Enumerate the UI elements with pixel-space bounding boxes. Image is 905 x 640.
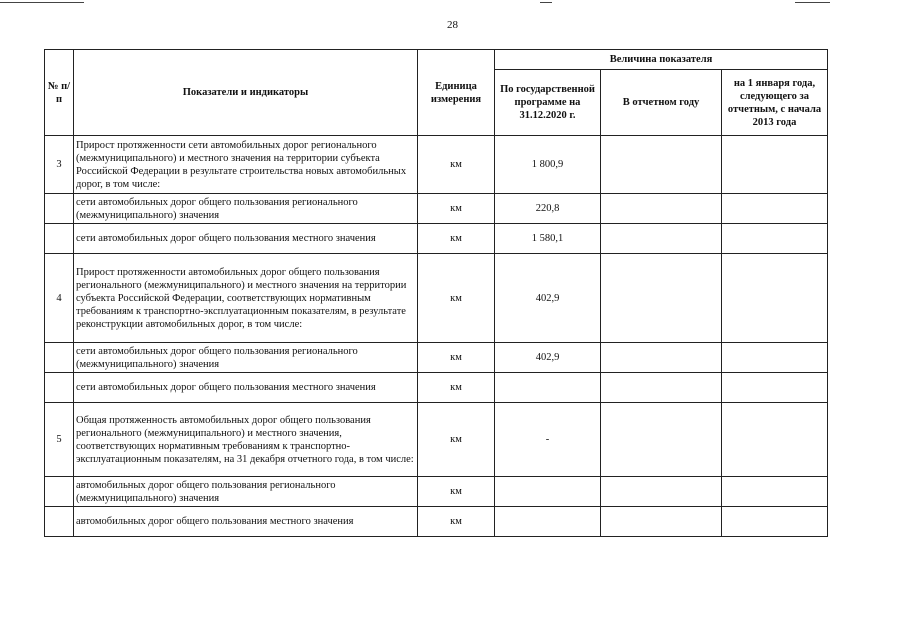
row-num <box>45 194 74 224</box>
row-cumulative-value <box>722 403 828 477</box>
table-row <box>45 136 828 194</box>
row-program-value: 1 800,9 <box>495 136 601 194</box>
row-num <box>45 343 74 373</box>
row-reporting-value <box>601 343 722 373</box>
row-indicator: сети автомобильных дорог общего пользования регионального (межмуниципального) значения <box>74 194 418 224</box>
row-num <box>45 373 74 403</box>
row-reporting-value <box>601 224 722 254</box>
row-indicator: сети автомобильных дорог общего пользования местного значения <box>74 224 418 254</box>
row-program-value <box>495 507 601 537</box>
indicators-table <box>44 49 828 537</box>
row-program-value: 402,9 <box>495 343 601 373</box>
row-num <box>45 507 74 537</box>
table-row <box>45 403 828 477</box>
table-row <box>45 373 828 403</box>
row-unit: км <box>418 343 495 373</box>
table-row <box>45 507 828 537</box>
row-indicator: Прирост протяженности сети автомобильных дорог регионального (межмуниципального) и местного значения на территории субъекта Российской Федерации в результате строительства новых автомобильных дорог, в том числе: <box>74 136 418 194</box>
row-cumulative-value <box>722 373 828 403</box>
row-num <box>45 477 74 507</box>
header-since-2013: на 1 января года, следующего за отчетным, с начала 2013 года <box>722 70 828 136</box>
table-row <box>45 254 828 343</box>
row-cumulative-value <box>722 254 828 343</box>
header-program: По государственной программе на 31.12.2020 г. <box>495 70 601 136</box>
row-unit: км <box>418 507 495 537</box>
row-reporting-value <box>601 194 722 224</box>
row-cumulative-value <box>722 507 828 537</box>
row-reporting-value <box>601 136 722 194</box>
row-reporting-value <box>601 373 722 403</box>
row-indicator: автомобильных дорог общего пользования местного значения <box>74 507 418 537</box>
row-unit: км <box>418 136 495 194</box>
header-num: № п/п <box>45 50 74 136</box>
header-reporting-year: В отчетном году <box>601 70 722 136</box>
row-cumulative-value <box>722 477 828 507</box>
row-unit: км <box>418 477 495 507</box>
row-num: 3 <box>45 136 74 194</box>
row-program-value: 220,8 <box>495 194 601 224</box>
row-num: 5 <box>45 403 74 477</box>
row-unit: км <box>418 224 495 254</box>
row-program-value: 1 580,1 <box>495 224 601 254</box>
row-indicator: сети автомобильных дорог общего пользования регионального (межмуниципального) значения <box>74 343 418 373</box>
row-reporting-value <box>601 254 722 343</box>
row-cumulative-value <box>722 224 828 254</box>
page-number: 28 <box>447 19 458 31</box>
row-cumulative-value <box>722 343 828 373</box>
row-program-value: - <box>495 403 601 477</box>
row-unit: км <box>418 254 495 343</box>
row-reporting-value <box>601 477 722 507</box>
top-rule-right <box>795 2 830 3</box>
top-rule-mid <box>540 2 552 3</box>
header-value-group: Величина показателя <box>495 50 828 70</box>
row-num: 4 <box>45 254 74 343</box>
row-reporting-value <box>601 403 722 477</box>
header-indicator: Показатели и индикаторы <box>74 50 418 136</box>
row-indicator: автомобильных дорог общего пользования регионального (межмуниципального) значения <box>74 477 418 507</box>
table-row <box>45 194 828 224</box>
table-row <box>45 343 828 373</box>
row-indicator: Прирост протяженности автомобильных дорог общего пользования регионального (межмуниципального) и местного значения на территории субъекта Российской Федерации, соответствующих нормативным требованиям к транспортно-эксплуатационным показателям, в результате реконструкции автомобильных дорог, в том числе: <box>74 254 418 343</box>
row-num <box>45 224 74 254</box>
row-indicator: сети автомобильных дорог общего пользования местного значения <box>74 373 418 403</box>
row-reporting-value <box>601 507 722 537</box>
row-program-value: 402,9 <box>495 254 601 343</box>
table-row <box>45 477 828 507</box>
row-program-value <box>495 477 601 507</box>
row-cumulative-value <box>722 136 828 194</box>
row-indicator: Общая протяженность автомобильных дорог общего пользования регионального (межмуниципального) и местного значения, соответствующих нормативным требованиям к транспортно-эксплуатационным показателям, на 31 декабря отчетного года, в том числе: <box>74 403 418 477</box>
header-unit: Единица измерения <box>418 50 495 136</box>
row-cumulative-value <box>722 194 828 224</box>
row-unit: км <box>418 403 495 477</box>
table-row <box>45 224 828 254</box>
row-unit: км <box>418 373 495 403</box>
row-program-value <box>495 373 601 403</box>
row-unit: км <box>418 194 495 224</box>
top-rule-left <box>0 2 84 3</box>
